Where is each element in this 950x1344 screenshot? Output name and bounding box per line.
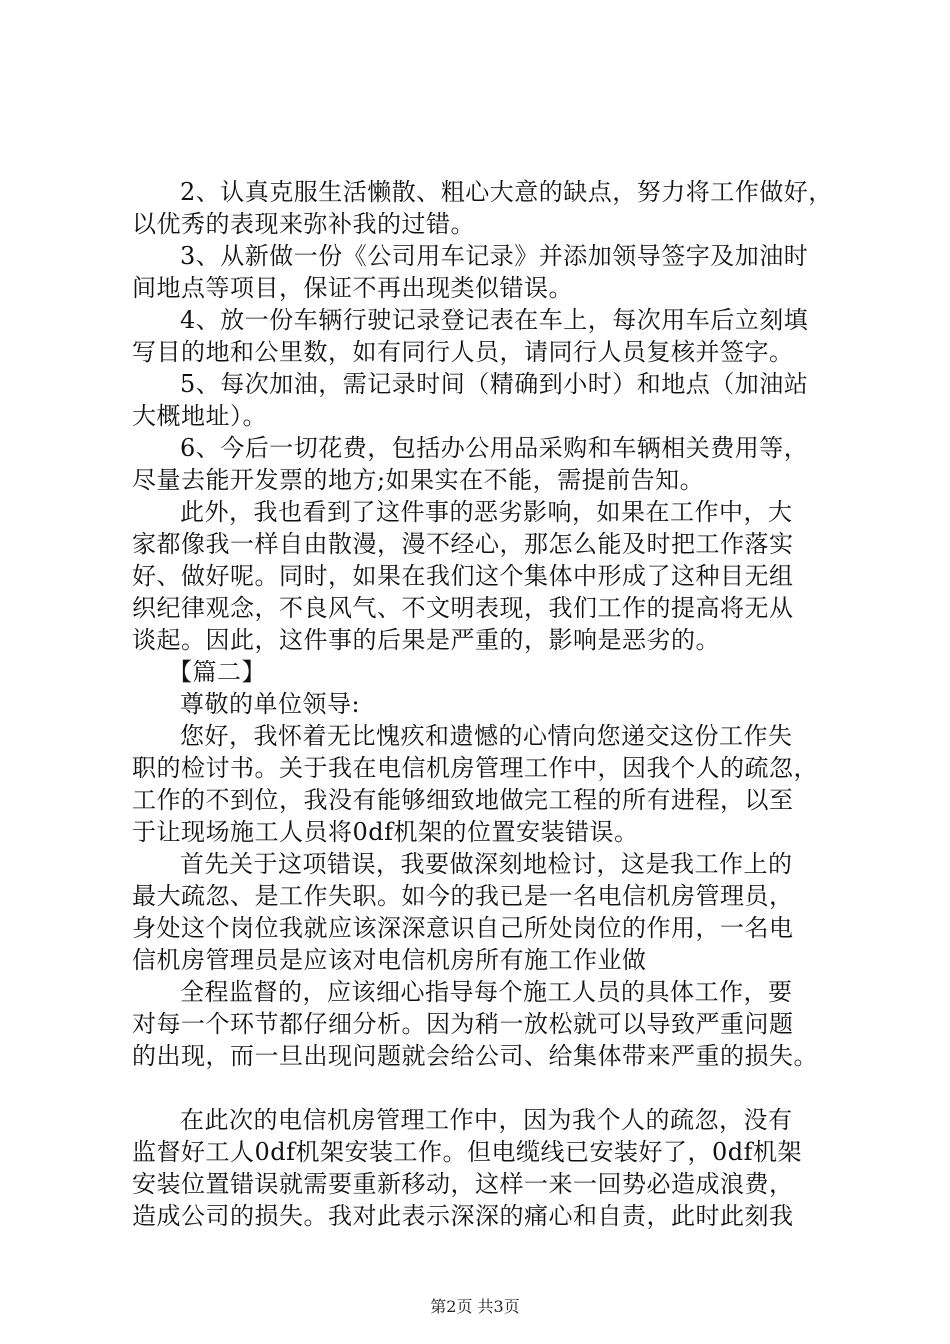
paragraph-line: 在此次的电信机房管理工作中，因为我个人的疏忽，没有 xyxy=(180,1106,793,1134)
paragraph-line: 工作的不到位，我没有能够细致地做完工程的所有进程，以至 xyxy=(132,786,794,814)
paragraph-line: 尽量去能开发票的地方;如果实在不能，需提前告知。 xyxy=(132,466,705,494)
paragraph-line: 谈起。因此，这件事的后果是严重的，影响是恶劣的。 xyxy=(132,626,720,654)
paragraph-line: 6、今后一切花费，包括办公用品采购和车辆相关费用等， xyxy=(180,434,809,462)
paragraph-line: 职的检讨书。关于我在电信机房管理工作中，因我个人的疏忽， xyxy=(132,754,818,782)
paragraph-line: 织纪律观念，不良风气、不文明表现，我们工作的提高将无从 xyxy=(132,594,794,622)
paragraph-line: 您好，我怀着无比愧疚和遗憾的心情向您递交这份工作失 xyxy=(180,722,793,750)
paragraph-line: 间地点等项目，保证不再出现类似错误。 xyxy=(132,274,573,302)
paragraph-line: 的出现，而一旦出现问题就会给公司、给集体带来严重的损失。 xyxy=(132,1042,818,1070)
paragraph-line: 造成公司的损失。我对此表示深深的痛心和自责，此时此刻我 xyxy=(132,1202,794,1230)
paragraph-line: 全程监督的，应该细心指导每个施工人员的具体工作，要 xyxy=(180,978,793,1006)
paragraph-line: 家都像我一样自由散漫，漫不经心，那怎么能及时把工作落实 xyxy=(132,530,794,558)
paragraph-line: 监督好工人0df机架安装工作。但电缆线已安装好了，0df机架 xyxy=(132,1138,803,1166)
paragraph-line: 5、每次加油，需记录时间（精确到小时）和地点（加油站 xyxy=(180,370,809,398)
paragraph-line: 3、从新做一份《公司用车记录》并添加领导签字及加油时 xyxy=(180,242,809,270)
paragraph-line: 安装位置错误就需要重新移动，这样一来一回势必造成浪费， xyxy=(132,1170,794,1198)
salutation: 尊敬的单位领导: xyxy=(180,690,361,718)
paragraph-line: 此外，我也看到了这件事的恶劣影响，如果在工作中，大 xyxy=(180,498,793,526)
paragraph-line: 以优秀的表现来弥补我的过错。 xyxy=(132,210,475,238)
paragraph-line: 写目的地和公里数，如有同行人员，请同行人员复核并签字。 xyxy=(132,338,794,366)
paragraph-line: 身处这个岗位我就应该深深意识自己所处岗位的作用，一名电 xyxy=(132,914,794,942)
paragraph-line: 首先关于这项错误，我要做深刻地检讨，这是我工作上的 xyxy=(180,850,793,878)
section-heading: 【篇二】 xyxy=(168,658,266,686)
paragraph-line: 大概地址）。 xyxy=(132,402,267,430)
paragraph-line: 信机房管理员是应该对电信机房所有施工作业做 xyxy=(132,946,647,974)
paragraph-line: 2、认真克服生活懒散、粗心大意的缺点，努力将工作做好， xyxy=(180,178,833,206)
page-footer: 第2页 共3页 xyxy=(430,1297,520,1316)
paragraph-line: 对每一个环节都仔细分析。因为稍一放松就可以导致严重问题 xyxy=(132,1010,794,1038)
paragraph-line: 最大疏忽、是工作失职。如今的我已是一名电信机房管理员， xyxy=(132,882,794,910)
paragraph-line: 于让现场施工人员将0df机架的位置安装错误。 xyxy=(132,818,639,846)
paragraph-line: 好、做好呢。同时，如果在我们这个集体中形成了这种目无组 xyxy=(132,562,794,590)
paragraph-line: 4、放一份车辆行驶记录登记表在车上，每次用车后立刻填 xyxy=(180,306,809,334)
